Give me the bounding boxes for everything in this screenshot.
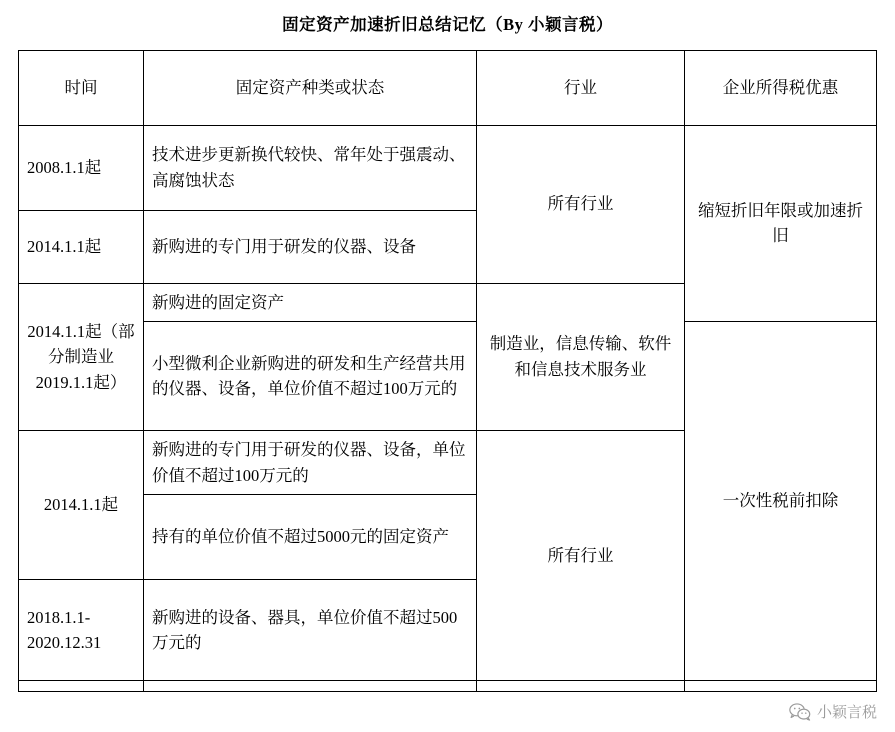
watermark-label: 小颖言税 bbox=[816, 704, 877, 721]
spacer-cell-time bbox=[19, 681, 144, 692]
row-tax-5: 一次性税前扣除 bbox=[685, 322, 877, 681]
row-time-2: 2014.1.1起 bbox=[19, 210, 144, 283]
row-time-1: 2008.1.1起 bbox=[19, 125, 144, 210]
column-header-kind: 固定资产种类或状态 bbox=[144, 50, 477, 125]
row-kind-1: 技术进步更新换代较快、常年处于强震动、高腐蚀状态 bbox=[144, 125, 477, 210]
row-tax-1: 缩短折旧年限或加速折旧 bbox=[685, 125, 877, 322]
column-header-industry: 行业 bbox=[477, 50, 685, 125]
row-kind-7: 新购进的设备、器具，单位价值不超过500万元的 bbox=[144, 580, 477, 681]
table-header-row bbox=[19, 50, 877, 125]
column-header-tax: 企业所得税优惠 bbox=[685, 50, 877, 125]
spacer-cell-tax bbox=[685, 681, 877, 692]
row-industry-3: 制造业，信息传输、软件和信息技术服务业 bbox=[477, 283, 685, 431]
row-kind-5: 新购进的专门用于研发的仪器、设备，单位价值不超过100万元的 bbox=[144, 431, 477, 495]
watermark bbox=[789, 701, 877, 722]
page-title: 固定资产加速折旧总结记忆（By 小颖言税） bbox=[282, 15, 613, 34]
row-kind-2: 新购进的专门用于研发的仪器、设备 bbox=[144, 210, 477, 283]
row-kind-4: 小型微利企业新购进的研发和生产经营共用的仪器、设备，单位价值不超过100万元的 bbox=[144, 322, 477, 431]
fixed-asset-depreciation-table bbox=[18, 8, 877, 692]
row-kind-3: 新购进的固定资产 bbox=[144, 283, 477, 322]
table-row bbox=[19, 322, 877, 431]
row-industry-1: 所有行业 bbox=[477, 125, 685, 283]
table-title-row bbox=[19, 8, 877, 50]
row-time-7: 2018.1.1-2020.12.31 bbox=[19, 580, 144, 681]
table-row bbox=[19, 125, 877, 210]
spacer-cell-industry bbox=[477, 681, 685, 692]
document-page bbox=[0, 8, 895, 732]
row-time-3: 2014.1.1起（部分制造业2019.1.1起） bbox=[19, 283, 144, 431]
wechat-icon bbox=[789, 703, 811, 721]
column-header-time: 时间 bbox=[19, 50, 144, 125]
table-row-spacer bbox=[19, 681, 877, 692]
row-kind-6: 持有的单位价值不超过5000元的固定资产 bbox=[144, 495, 477, 580]
spacer-cell-kind bbox=[144, 681, 477, 692]
row-industry-5: 所有行业 bbox=[477, 431, 685, 681]
row-time-5: 2014.1.1起 bbox=[19, 431, 144, 580]
